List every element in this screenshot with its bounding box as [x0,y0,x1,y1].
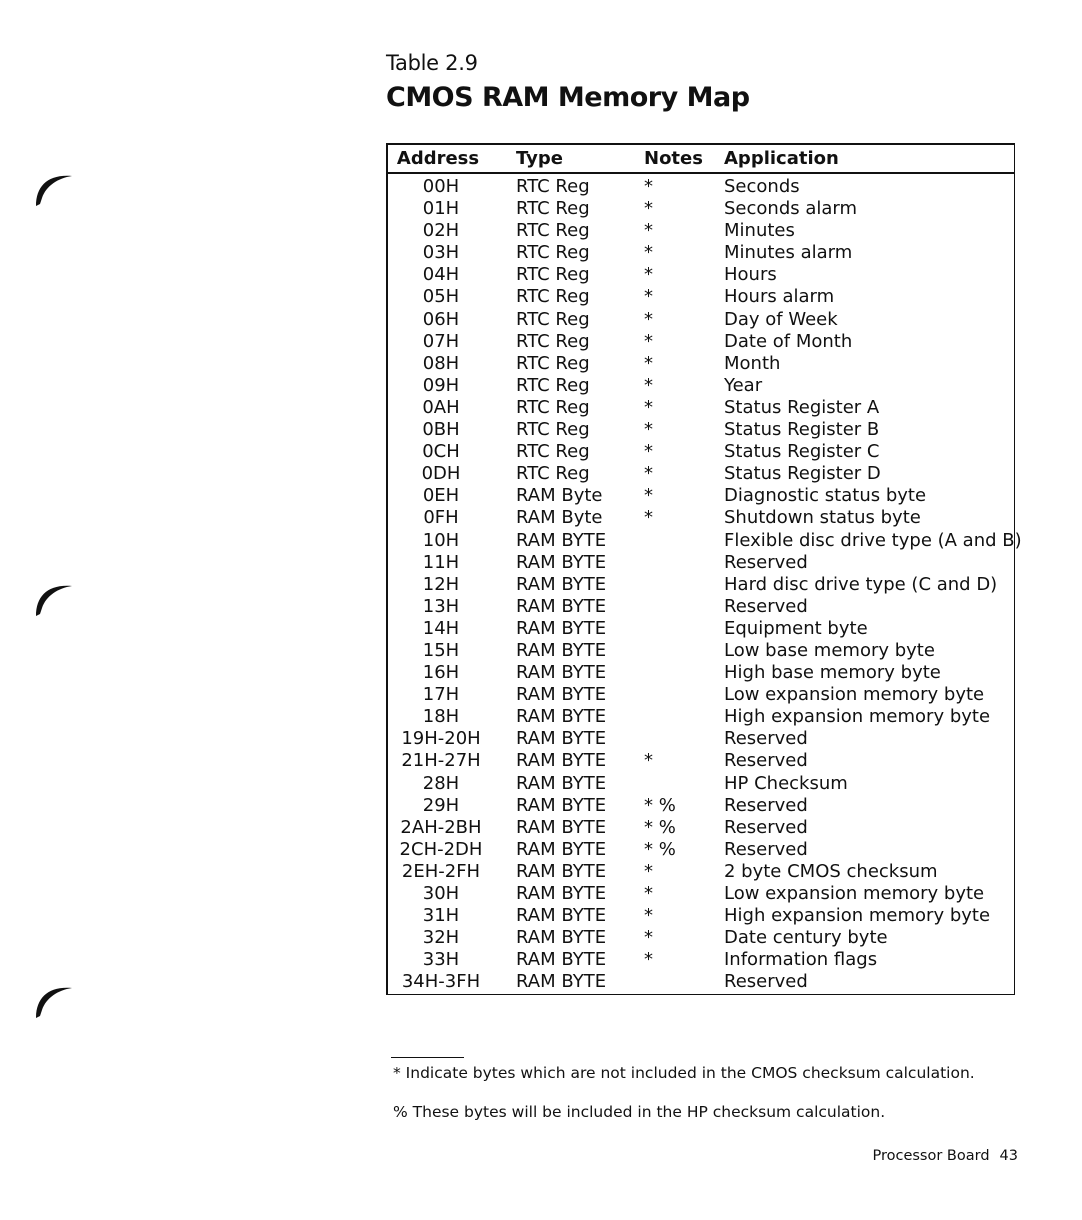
header-type: Type [516,148,563,169]
cell-type: RAM BYTE [516,639,607,661]
cell-type: RAM BYTE [516,684,607,706]
cell-application: Reserved [724,551,808,573]
cell-address: 2EH-2FH [401,860,481,882]
cell-type: RAM Byte [516,507,603,529]
cell-application: Reserved [724,728,808,750]
cell-notes: * [644,441,653,463]
cell-address: 31H [422,905,460,927]
cell-type: RTC Reg [516,352,590,374]
cell-notes: * % [644,816,676,838]
cell-application: Seconds alarm [724,198,858,220]
cell-application: Hard disc drive type (C and D) [724,573,998,595]
cell-address: 0CH [422,441,460,463]
header-divider [388,172,1014,174]
table-row [388,883,1014,905]
table-row [388,552,1014,574]
cell-type: RTC Reg [516,286,590,308]
table-row [388,375,1014,397]
cell-application: Date of Month [724,330,853,352]
cell-address: 00H [422,176,460,197]
cell-notes: * [644,220,653,242]
cell-notes: * [644,750,653,772]
cell-address: 15H [422,639,460,661]
table-row [388,949,1014,971]
cell-address: 18H [422,706,460,728]
cell-type: RTC Reg [516,419,590,441]
cell-type: RAM BYTE [516,883,607,904]
table-row [388,353,1014,375]
cell-address: 01H [422,198,460,220]
table-row [388,198,1014,220]
cell-address: 30H [422,883,460,904]
cell-application: HP Checksum [724,772,848,794]
cell-notes: * [644,463,653,485]
cell-application: Diagnostic status byte [724,485,927,507]
cell-application: Reserved [724,838,808,860]
cell-type: RTC Reg [516,308,590,330]
cell-notes: * [644,419,653,441]
table-header [388,148,1014,172]
table-row [388,242,1014,264]
cell-address: 02H [422,220,460,242]
cell-application: Seconds [724,176,800,197]
cell-notes: * [644,396,653,418]
table-row [388,529,1022,552]
table-row [388,618,1014,640]
cell-address: 0FH [423,507,459,529]
cell-notes: * [644,374,653,396]
cell-type: RTC Reg [516,242,590,264]
binder-hole-mark-icon [34,578,74,616]
cell-address: 34H-3FH [401,971,481,993]
cell-type: RAM BYTE [516,794,607,816]
cell-address: 17H [422,684,460,706]
cell-notes: * [644,949,653,971]
cell-application: Status Register B [724,419,880,441]
table-row [388,574,1014,596]
cell-application: Minutes alarm [724,242,853,264]
table-row [388,706,1014,728]
cell-notes: * [644,198,653,220]
cell-application: Reserved [724,816,808,838]
cell-address: 0AH [422,396,460,418]
cell-application: Reserved [724,750,808,772]
cell-address: 0BH [422,419,460,441]
cell-type: RAM BYTE [516,573,607,595]
cell-type: RTC Reg [516,441,590,463]
cell-type: RAM BYTE [516,551,607,573]
table-row [388,817,1014,839]
cell-application: Status Register D [724,463,881,485]
cell-notes: * [644,883,653,904]
cell-type: RAM BYTE [516,772,607,794]
table-row [388,596,1014,618]
header-notes: Notes [644,148,703,169]
table-row [388,684,1014,706]
cell-address: 2AH-2BH [400,816,482,838]
table-row [388,640,1014,662]
table-row [388,463,1014,485]
cell-type: RTC Reg [516,264,590,286]
binder-hole-mark-icon [34,168,74,206]
table-body [388,176,1022,993]
page-title: CMOS RAM Memory Map [386,82,750,113]
cell-type: RAM BYTE [516,838,607,860]
cell-address: 32H [422,927,460,949]
cell-type: RAM BYTE [516,816,607,838]
cell-application: Flexible disc drive type (A and B) [724,529,1022,551]
cell-type: RTC Reg [516,198,590,220]
cell-application: Status Register C [724,441,880,463]
cell-notes: * [644,507,653,529]
cell-application: Status Register A [724,396,880,418]
cell-notes: * [644,308,653,330]
cell-notes: * % [644,794,676,816]
cell-notes: * [644,264,653,286]
cell-type: RAM BYTE [516,750,607,772]
cell-address: 09H [422,374,460,396]
cell-type: RAM BYTE [516,662,607,684]
footnote-divider [391,1057,464,1058]
cell-application: Information flags [724,949,878,971]
cell-type: RAM BYTE [516,971,607,993]
cell-type: RAM BYTE [516,949,607,971]
cell-address: 28H [422,772,460,794]
table-row [388,286,1014,308]
cell-type: RTC Reg [516,374,590,396]
cell-application: Year [724,374,763,396]
cell-application: Low base memory byte [724,639,935,661]
cell-notes: * [644,485,653,507]
cell-address: 0EH [422,485,460,507]
cell-address: 33H [422,949,460,971]
table-row [388,507,1014,529]
cell-notes: * [644,286,653,308]
table-row [388,419,1014,441]
cell-notes: * [644,242,653,264]
cell-type: RTC Reg [516,330,590,352]
cell-notes: * [644,927,653,949]
table-row [388,331,1014,353]
cell-address: 12H [422,573,460,595]
cell-application: Hours [724,264,777,286]
header-application: Application [724,148,839,169]
table-row [388,905,1014,927]
header-address: Address [396,148,480,169]
cell-address: 21H-27H [401,750,481,772]
cell-address: 2CH-2DH [399,838,483,860]
table-row [388,971,1014,993]
cell-address: 11H [422,551,460,573]
cell-address: 07H [422,330,460,352]
cell-type: RAM BYTE [516,860,607,882]
cell-address: 29H [422,794,460,816]
cell-type: RTC Reg [516,176,590,197]
cell-application: 2 byte CMOS checksum [724,860,938,882]
cell-application: Reserved [724,794,808,816]
page-footer [872,1148,1018,1164]
footnote-asterisk: * Indicate bytes which are not included in the CMOS checksum calculation. [393,1064,975,1082]
table-row [388,441,1014,463]
table-row [388,264,1014,286]
footnote-percent: % These bytes will be included in the HP checksum calculation. [393,1103,886,1121]
cell-notes: * [644,905,653,927]
cell-type: RAM BYTE [516,927,607,949]
cell-application: Reserved [724,595,808,617]
cell-application: High base memory byte [724,662,941,684]
cell-notes: * [644,352,653,374]
cell-application: High expansion memory byte [724,905,991,927]
cell-type: RTC Reg [516,220,590,242]
cell-address: 08H [422,352,460,374]
table-caption: Table 2.9 [386,51,478,75]
cell-address: 13H [422,595,460,617]
cell-application: Month [724,352,781,374]
cell-application: Low expansion memory byte [724,684,985,706]
table-row [388,861,1014,883]
cell-notes: * % [644,838,676,860]
cell-application: Equipment byte [724,617,868,639]
cell-type: RAM BYTE [516,706,607,728]
table-row [388,728,1014,750]
table-row [388,750,1014,772]
table-row [388,309,1014,331]
cell-address: 06H [422,308,460,330]
cell-type: RAM BYTE [516,728,607,750]
cell-type: RTC Reg [516,463,590,485]
table-row [388,176,1014,198]
cell-type: RAM BYTE [516,529,607,551]
cell-application: Date century byte [724,927,888,949]
cell-application: Low expansion memory byte [724,883,985,904]
cell-address: 04H [422,264,460,286]
cell-application: Hours alarm [724,286,835,308]
table-row [388,839,1014,861]
cell-application: Reserved [724,971,808,993]
cell-type: RTC Reg [516,396,590,418]
cell-application: Shutdown status byte [724,507,921,529]
table-row [388,485,1014,507]
memory-map-table [386,143,1022,995]
cell-notes: * [644,176,653,197]
table-row [388,795,1014,817]
cell-address: 19H-20H [401,728,481,750]
cell-address: 16H [422,662,460,684]
cell-address: 10H [422,529,460,551]
table-row [388,397,1014,419]
cell-address: 0DH [421,463,461,485]
cell-address: 05H [422,286,460,308]
cell-notes: * [644,330,653,352]
cell-type: RAM Byte [516,485,603,507]
cell-application: High expansion memory byte [724,706,991,728]
page-number: 43 [999,1148,1018,1164]
table-row [388,773,1014,795]
cell-type: RAM BYTE [516,905,607,927]
cell-type: RAM BYTE [516,595,607,617]
cell-notes: * [644,860,653,882]
cell-application: Minutes [724,220,795,242]
binder-hole-mark-icon [34,980,74,1018]
cell-type: RAM BYTE [516,617,607,639]
table-row [388,927,1014,949]
table-row [388,220,1014,242]
table-row [388,662,1014,684]
cell-application: Day of Week [724,308,838,330]
footer-section: Processor Board [872,1148,990,1164]
cell-address: 14H [422,617,460,639]
cell-address: 03H [422,242,460,264]
